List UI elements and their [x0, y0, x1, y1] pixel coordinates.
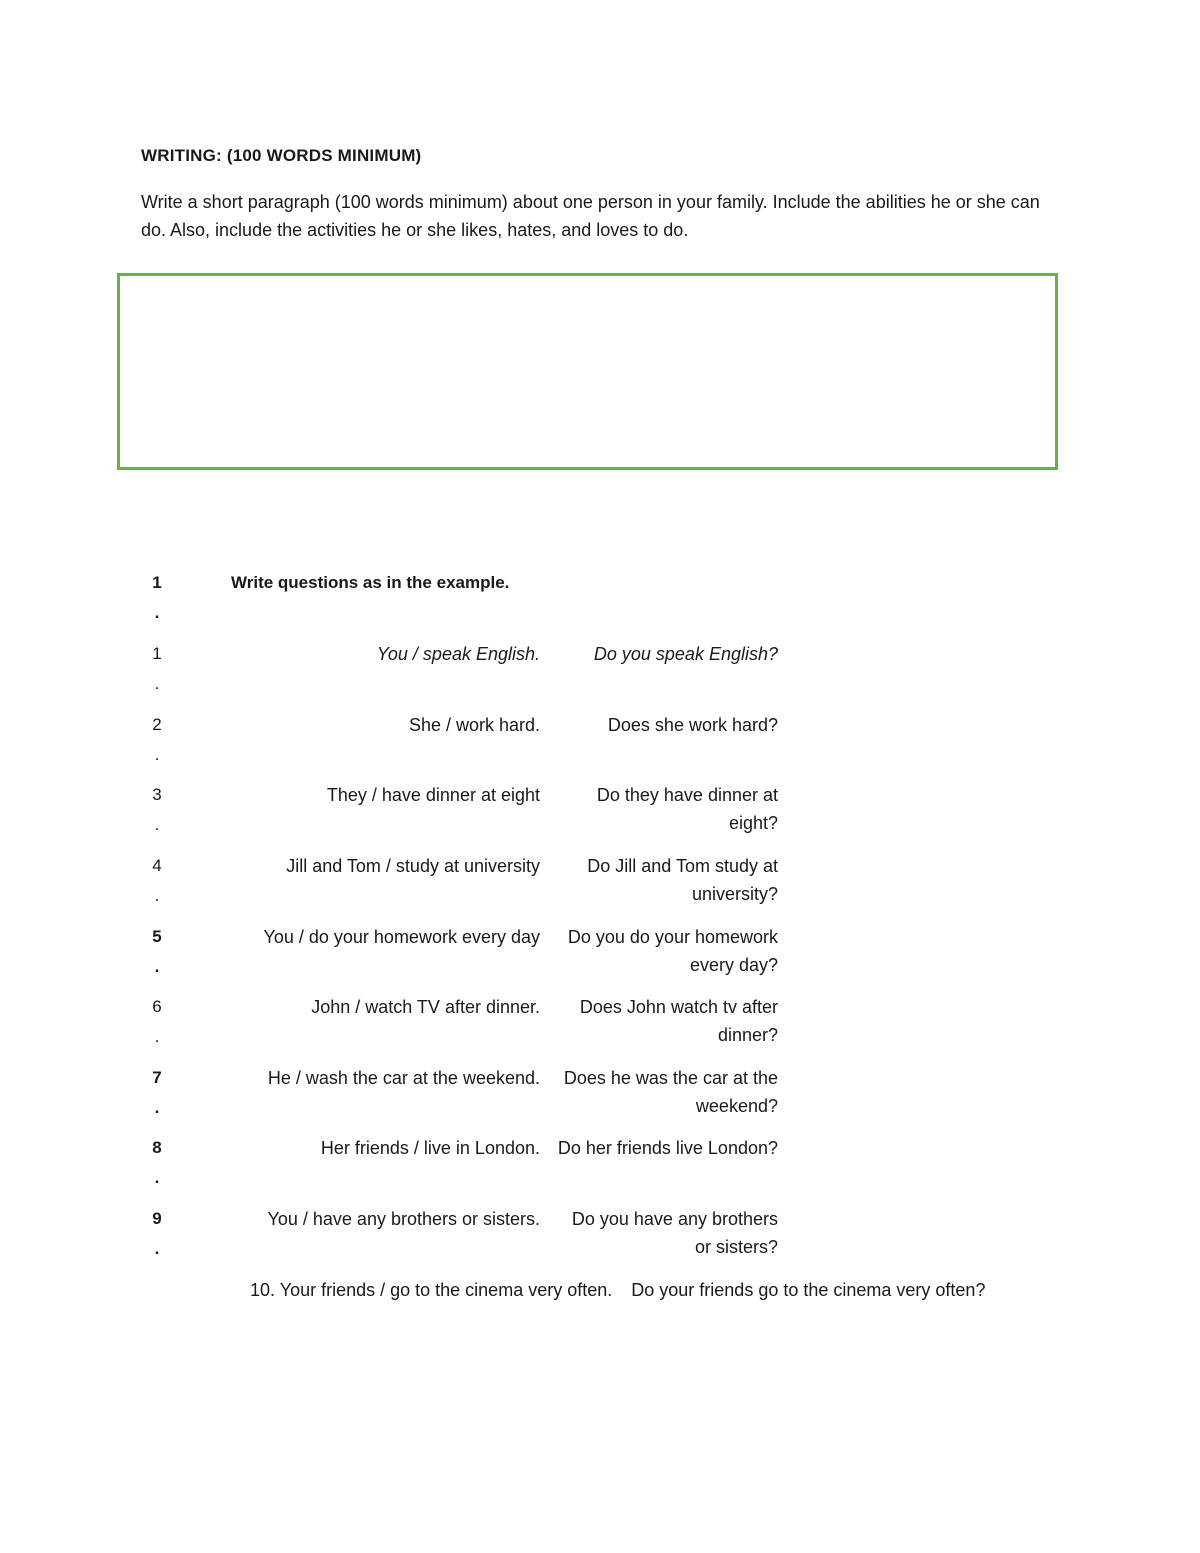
item-number-digit: 9 — [152, 1209, 162, 1228]
item-number-digit: 8 — [152, 1138, 162, 1157]
item-answer: Do you do your homework every day? — [567, 927, 778, 975]
item-answer: Do Jill and Tom study at university? — [587, 856, 778, 904]
item-10-answer: Do your friends go to the cinema very often? — [631, 1280, 986, 1300]
item-number-dot: . — [154, 886, 160, 905]
item-prompt: She / work hard. — [408, 715, 540, 735]
item-prompt: You / do your homework every day — [263, 927, 540, 947]
item-prompt: They / have dinner at eight — [326, 785, 540, 805]
item-number — [140, 993, 174, 1051]
item-answer: Does he was the car at the weekend? — [563, 1068, 778, 1116]
item-number — [140, 640, 174, 698]
item-prompt: You / speak English. — [376, 644, 540, 664]
item-number — [140, 1064, 174, 1122]
item-answer: Does she work hard? — [607, 715, 778, 735]
item-number-dot: . — [154, 1098, 160, 1117]
item-10-number: 10. — [250, 1280, 276, 1300]
item-answer: Do her friends live London? — [557, 1138, 778, 1158]
item-number-dot: . — [154, 815, 160, 834]
item-number-digit: 3 — [152, 785, 162, 804]
item-number — [140, 781, 174, 839]
item-number — [140, 1205, 174, 1263]
exercise-number — [140, 569, 174, 627]
item-10-prompt: Your friends / go to the cinema very often. — [279, 1280, 613, 1300]
item-number — [140, 1134, 174, 1192]
item-number-digit: 6 — [152, 997, 162, 1016]
writing-instructions: Write a short paragraph (100 words minimum) about one person in your family. Include the abilities he or she can do. Also, include the activities he or she likes, hates, and loves to do. — [141, 192, 1040, 240]
exercise-number-digit: 1 — [152, 573, 162, 592]
item-number-digit: 5 — [152, 927, 162, 946]
item-number-digit: 4 — [152, 856, 162, 875]
item-answer: Do they have dinner at eight? — [596, 785, 778, 833]
item-number-dot: . — [154, 1239, 160, 1258]
item-number-dot: . — [154, 957, 160, 976]
exercise-instruction: Write questions as in the example. — [231, 573, 510, 592]
item-number-digit: 7 — [152, 1068, 162, 1087]
item-number — [140, 923, 174, 981]
item-number-dot: . — [154, 745, 160, 764]
item-number-dot: . — [154, 674, 160, 693]
writing-title: WRITING: (100 WORDS MINIMUM) — [141, 146, 422, 165]
item-number — [140, 711, 174, 769]
item-number-dot: . — [154, 1168, 160, 1187]
item-prompt: Jill and Tom / study at university — [286, 856, 540, 876]
item-answer: Do you speak English? — [593, 644, 778, 664]
writing-answer-box[interactable] — [117, 273, 1058, 470]
item-number-digit: 2 — [152, 715, 162, 734]
item-10-line — [250, 1276, 985, 1304]
item-prompt: He / wash the car at the weekend. — [267, 1068, 540, 1088]
item-number-dot: . — [154, 1027, 160, 1046]
item-number-digit: 1 — [152, 644, 162, 663]
item-prompt: John / watch TV after dinner. — [311, 997, 540, 1017]
exercise-number-dot: . — [154, 603, 160, 622]
item-answer: Does John watch tv after dinner? — [579, 997, 778, 1045]
item-answer: Do you have any brothers or sisters? — [571, 1209, 778, 1257]
item-prompt: You / have any brothers or sisters. — [267, 1209, 540, 1229]
item-number — [140, 852, 174, 910]
item-prompt: Her friends / live in London. — [320, 1138, 540, 1158]
